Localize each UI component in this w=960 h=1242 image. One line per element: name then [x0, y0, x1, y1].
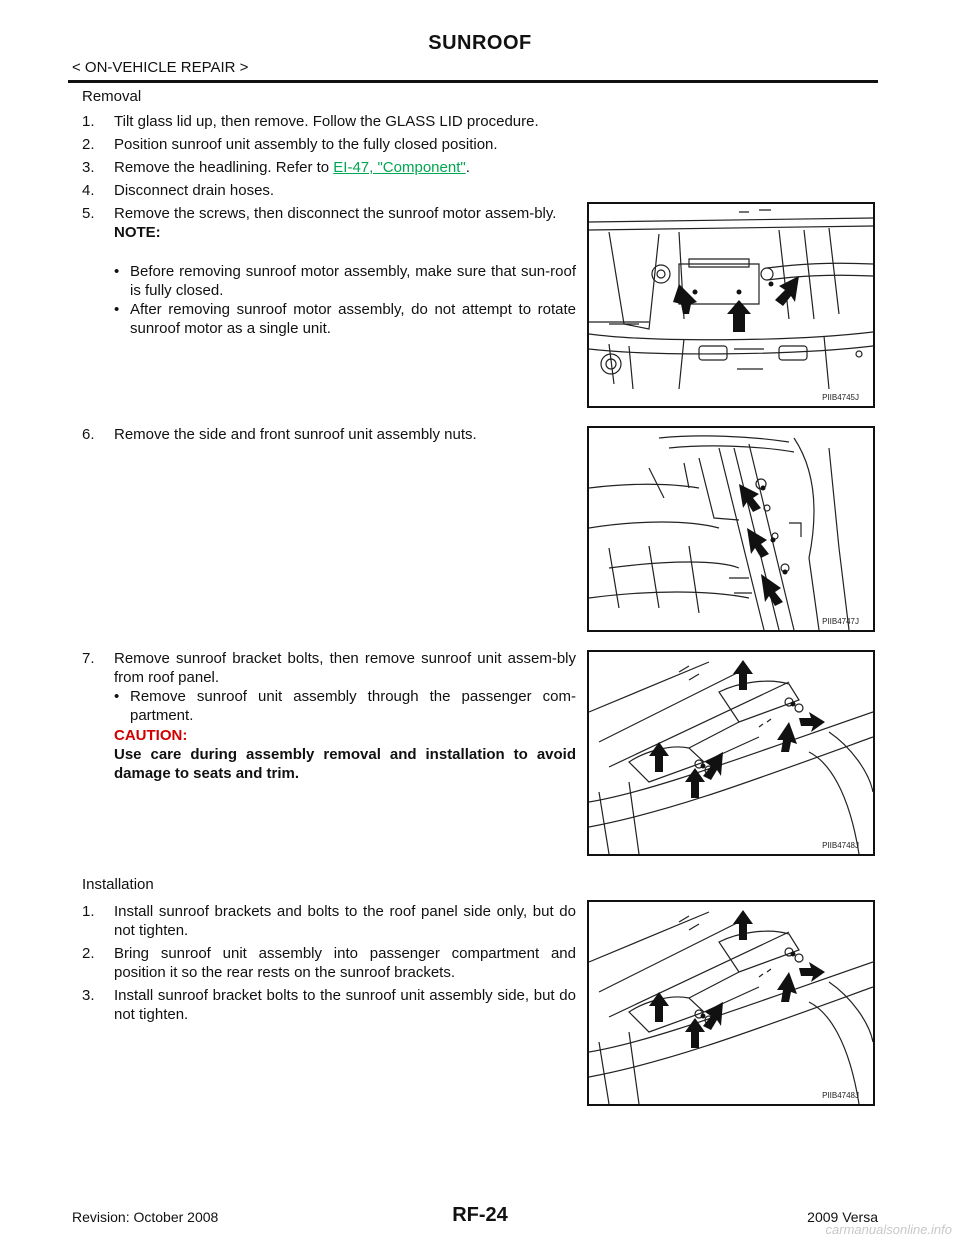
caution-label: CAUTION: [114, 727, 188, 744]
removal-step-5 [82, 204, 576, 242]
removal-step-4 [82, 181, 576, 200]
figure-id: PIIB4747J [822, 617, 859, 626]
step-text: Remove the headlining. Refer to [114, 159, 334, 176]
step-number: 7. [82, 650, 95, 667]
step-number: 4. [82, 182, 95, 199]
bullet-glyph: • [114, 301, 120, 318]
bullet-glyph: • [114, 263, 120, 280]
figure-id: PIIB4748J [822, 841, 859, 850]
component-link[interactable]: EI-47, "Component" [333, 159, 466, 176]
figure-id: PIIB4745J [822, 393, 859, 402]
step-number: 2. [82, 136, 95, 153]
bullet-text: After removing sunroof motor assembly, do not attempt to rotate sunroof motor as a single unit. [130, 301, 576, 337]
install-step-3 [82, 986, 576, 1024]
step-number: 3. [82, 987, 95, 1004]
step-text: Position sunroof unit assembly to the fully closed position. [114, 136, 498, 153]
step-text-end: . [465, 159, 470, 176]
step-text: Install sunroof brackets and bolts to the roof panel side only, but do not tighten. [114, 903, 576, 939]
figure-bracket-bolts-install [587, 900, 875, 1106]
step-number: 3. [82, 159, 95, 176]
step-number: 6. [82, 426, 95, 443]
removal-step-2 [82, 135, 576, 154]
page-title: SUNROOF [428, 32, 532, 54]
removal-step-6 [82, 425, 576, 444]
step-text: Disconnect drain hoses. [114, 182, 275, 199]
step-number: 5. [82, 205, 95, 222]
step-text: Bring sunroof unit assembly into passenger compartment and position it so the rear rests on the sunroof brackets. [114, 945, 576, 981]
sunroof-motor-illustration [589, 204, 873, 406]
bracket-bolts-install-illustration [589, 902, 873, 1104]
bullet-text: Remove sunroof unit assembly through the passenger com-partment. [130, 688, 576, 724]
removal-step-7 [82, 649, 576, 687]
figure-bracket-bolts [587, 650, 875, 856]
step-text: Remove the side and front sunroof unit assembly nuts. [114, 426, 477, 443]
bullet-glyph: • [114, 688, 120, 705]
step7-bullet-1 [114, 687, 576, 725]
bracket-bolts-illustration [589, 652, 873, 854]
removal-step-1 [82, 112, 576, 131]
watermark: carmanualsonline.info [825, 1222, 952, 1237]
step-text: Remove the screws, then disconnect the sunroof motor assem-bly. [114, 205, 557, 222]
figure-sunroof-motor [587, 202, 875, 408]
bullet-text: Before removing sunroof motor assembly, make sure that sun-roof is fully closed. [130, 263, 576, 299]
page-number: RF-24 [452, 1204, 508, 1226]
step-number: 2. [82, 945, 95, 962]
section-label: < ON-VEHICLE REPAIR > [72, 59, 249, 76]
removal-heading: Removal [82, 88, 142, 105]
step-number: 1. [82, 113, 95, 130]
caution-text: Use care during assembly removal and installation to avoid damage to seats and trim. [114, 746, 576, 782]
caution-block [82, 726, 576, 783]
revision-date: Revision: October 2008 [72, 1209, 219, 1225]
step-text: Tilt glass lid up, then remove. Follow the GLASS LID procedure. [114, 113, 539, 130]
install-step-2 [82, 944, 576, 982]
step-text: Remove sunroof bracket bolts, then remove sunroof unit assem-bly from roof panel. [114, 650, 576, 686]
figure-id: PIIB4748J [822, 1091, 859, 1100]
install-step-1 [82, 902, 576, 940]
step-number: 1. [82, 903, 95, 920]
installation-heading: Installation [82, 876, 154, 893]
note-label: NOTE: [114, 224, 161, 241]
step5-bullet-1 [114, 262, 576, 300]
removal-step-3 [82, 158, 576, 177]
unit-nuts-illustration [589, 428, 873, 630]
step-text: Install sunroof bracket bolts to the sunroof unit assembly side, but do not tighten. [114, 987, 576, 1023]
model-year: 2009 Versa [807, 1209, 878, 1225]
header-rule [68, 80, 878, 83]
step5-bullet-2 [114, 300, 576, 338]
figure-unit-nuts [587, 426, 875, 632]
